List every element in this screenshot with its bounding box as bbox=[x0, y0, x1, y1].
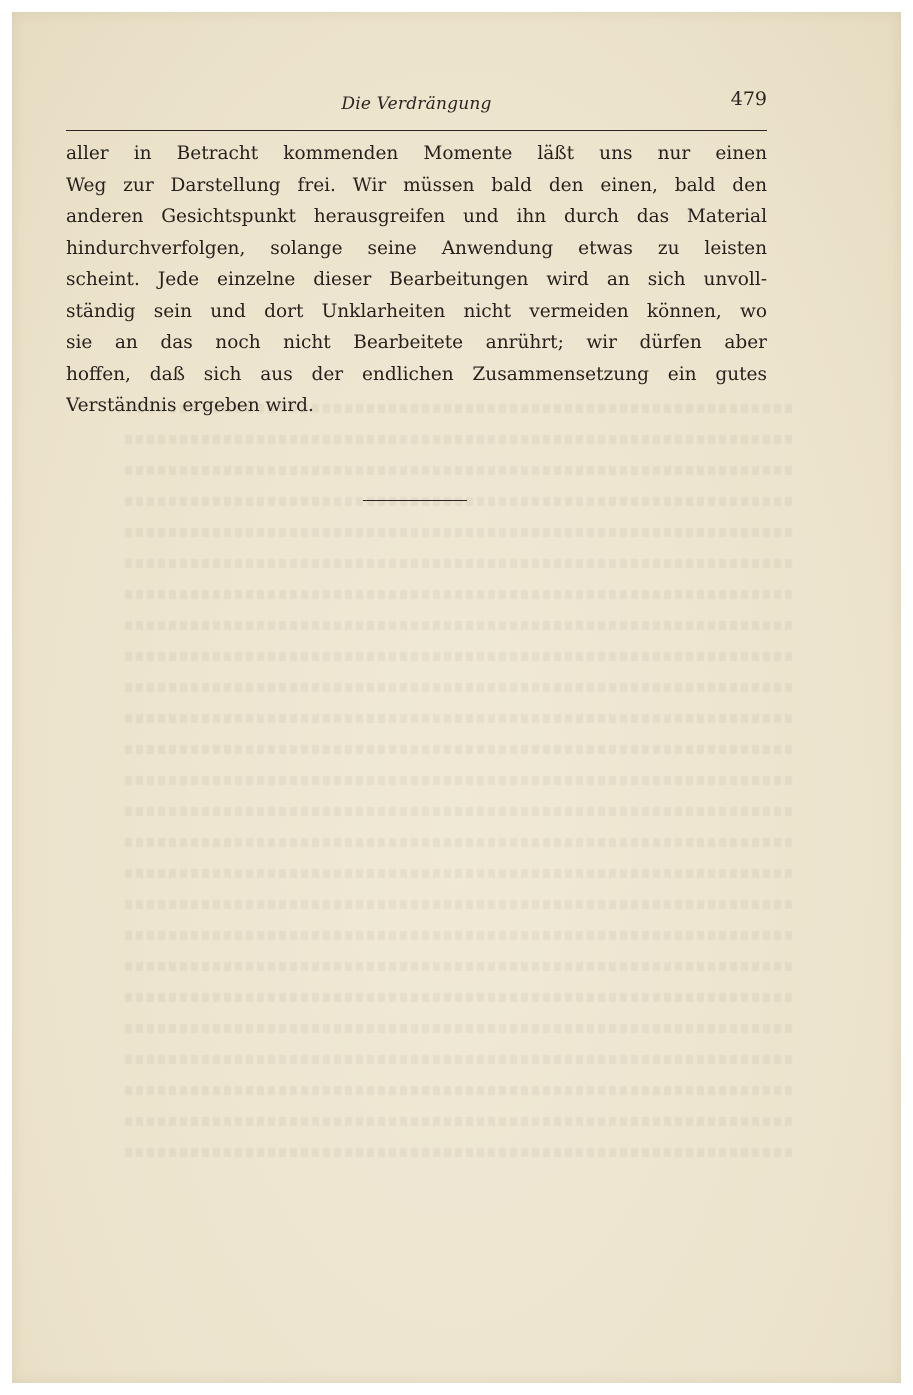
show-through-text bbox=[122, 392, 792, 1192]
text-line: Weg zur Darstellung frei. Wir müssen bald den einen, bald den bbox=[66, 174, 767, 196]
text-line: aller in Betracht kommenden Momente läßt uns nur einen bbox=[66, 143, 767, 164]
text-line: hoffen, daß sich aus der endlichen Zusammensetzung ein gutes bbox=[66, 363, 767, 385]
page-number: 479 bbox=[730, 88, 767, 110]
text-line: anderen Gesichtspunkt herausgreifen und ihn durch das Material bbox=[66, 206, 767, 227]
running-title: Die Verdrängung bbox=[341, 94, 492, 114]
text-line: scheint. Jede einzelne dieser Bearbeitungen wird an sich unvoll- bbox=[66, 269, 767, 290]
header-rule bbox=[66, 130, 767, 131]
text-line: Verständnis ergeben wird. bbox=[66, 395, 314, 416]
section-end-rule bbox=[363, 500, 467, 501]
body-paragraph bbox=[66, 138, 767, 422]
page-header bbox=[66, 88, 767, 122]
text-line: sie an das noch nicht Bearbeitete anrührt; wir dürfen aber bbox=[66, 332, 767, 353]
text-line: ständig sein und dort Unklarheiten nicht vermeiden können, wo bbox=[66, 300, 767, 322]
text-line: hindurchverfolgen, solange seine Anwendung etwas zu leisten bbox=[66, 237, 767, 259]
